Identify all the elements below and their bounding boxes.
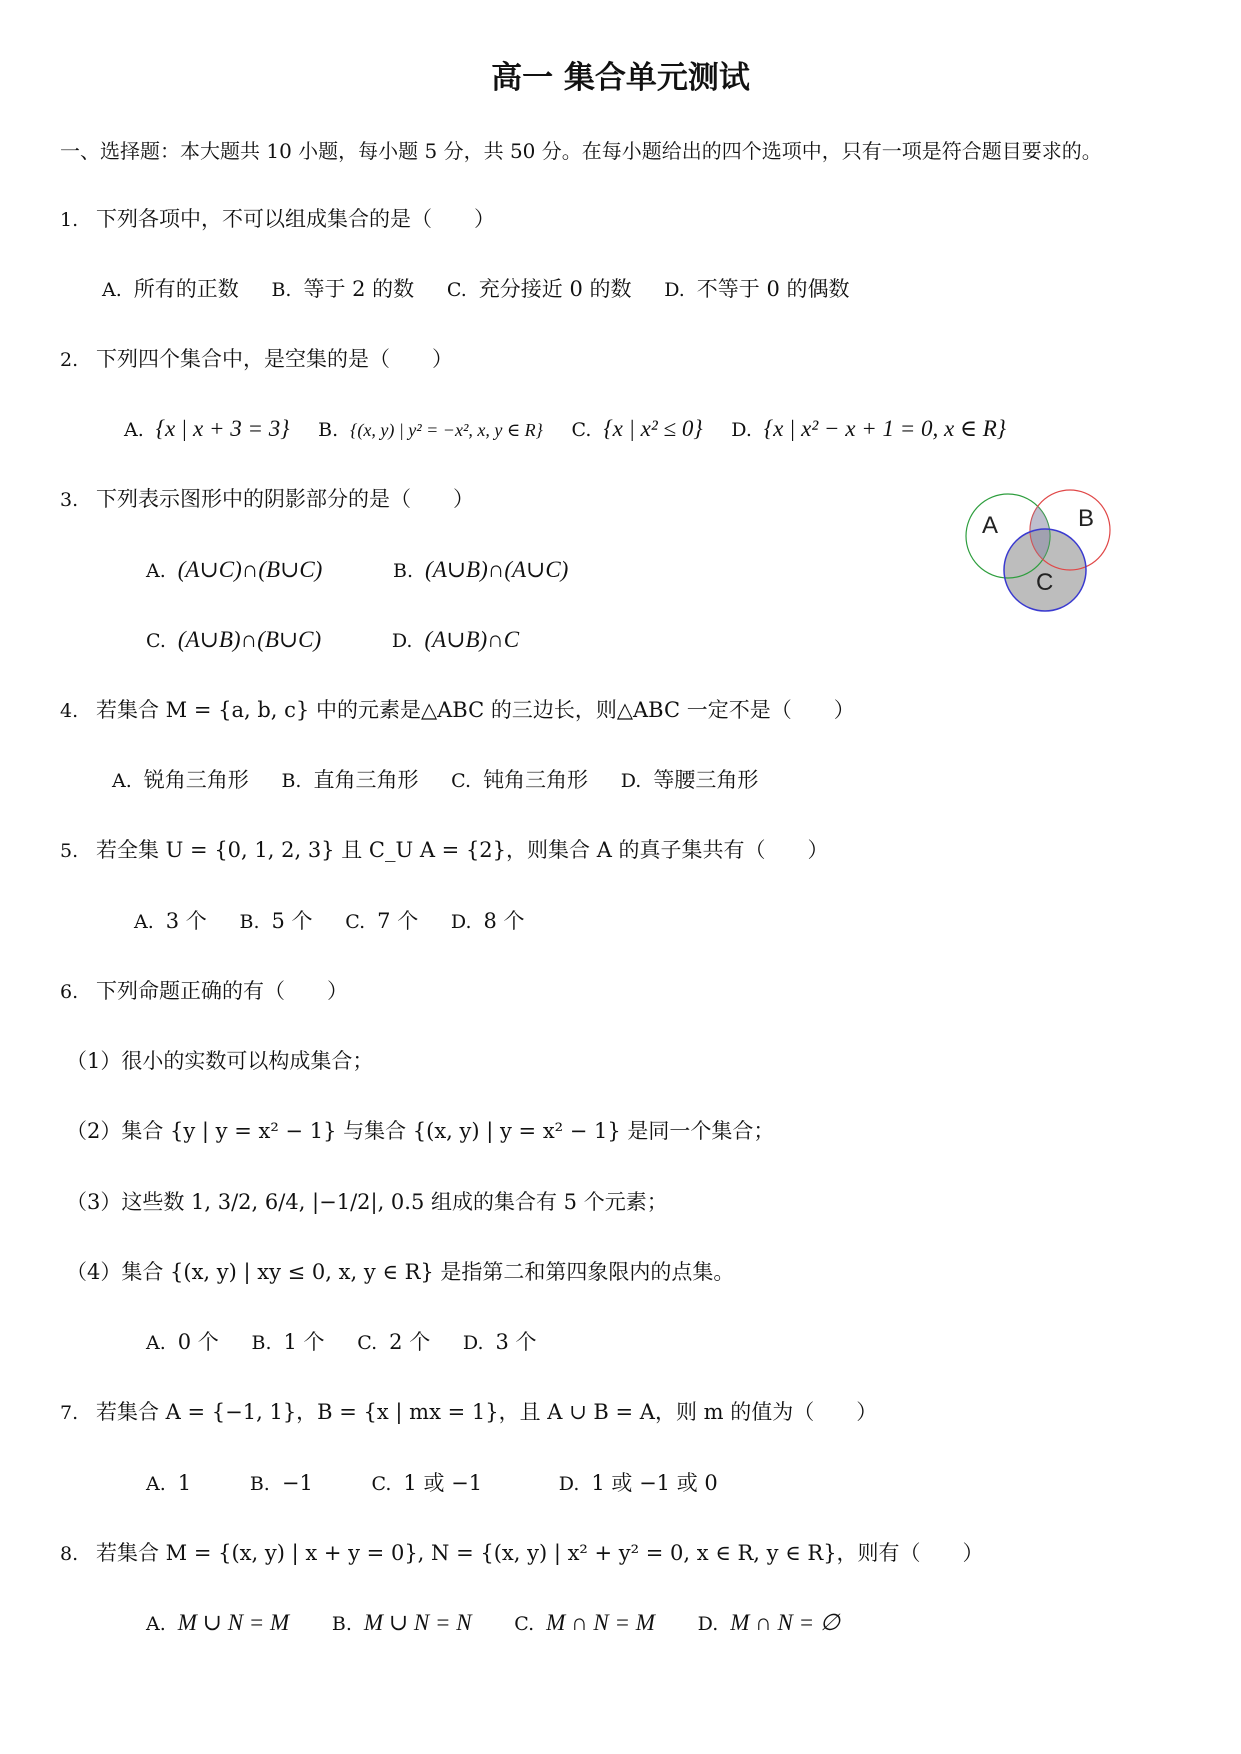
option-c: C. 充分接近 0 的数: [446, 277, 632, 301]
question-number: 8.: [60, 1543, 79, 1565]
option-c: C. {x | x² ≤ 0}: [571, 416, 703, 441]
question-4-options: [112, 765, 784, 796]
question-3-options-row-2: [146, 625, 545, 656]
option-d: D. {x | x² − x + 1 = 0, x ∈ R}: [731, 416, 1006, 441]
question-5-stem: [60, 835, 829, 866]
question-number: 3.: [60, 489, 79, 511]
question-text: 若集合 M = {a, b, c} 中的元素是△ABC 的三边长，则△ABC 一定不是（ ）: [96, 698, 855, 722]
question-1-options: [102, 274, 876, 305]
proposition-3: （3）这些数 1, 3/2, 6/4, |−1/2|, 0.5 组成的集合有 5 个元素；: [66, 1190, 668, 1214]
option-c: C. 2 个: [357, 1330, 431, 1354]
question-5-options: [134, 906, 551, 937]
option-a: A. 1: [146, 1471, 192, 1495]
option-b: B. (A∪B)∩(A∪C): [393, 557, 569, 582]
question-6-stem: [60, 976, 348, 1007]
question-text: 若集合 M = {(x, y) | x + y = 0}, N = {(x, y) | x² + y² = 0, x ∈ R, y ∈ R}，则有（ ）: [96, 1541, 984, 1565]
question-1-stem: [60, 204, 495, 235]
option-a: A. 0 个: [146, 1330, 219, 1354]
question-8-options: [146, 1608, 866, 1639]
option-c: C. 钝角三角形: [451, 768, 589, 792]
question-text: 若集合 A = {−1, 1}，B = {x | mx = 1}，且 A ∪ B = A，则 m 的值为（ ）: [96, 1400, 878, 1424]
option-d: D. 不等于 0 的偶数: [664, 277, 850, 301]
question-text: 下列命题正确的有（ ）: [96, 979, 348, 1003]
label-a: A: [982, 512, 999, 539]
question-6-options: [146, 1327, 563, 1358]
option-c: C. M ∩ N = M: [514, 1610, 655, 1635]
option-c: C. 7 个: [345, 909, 419, 933]
question-text: 下列四个集合中，是空集的是（ ）: [96, 347, 453, 371]
option-b: B. −1: [249, 1471, 313, 1495]
option-a: A. 3 个: [134, 909, 207, 933]
question-number: 4.: [60, 700, 79, 722]
question-2-stem: [60, 344, 453, 375]
option-a: A. M ∪ N = M: [146, 1610, 290, 1635]
option-b: B. 直角三角形: [281, 768, 419, 792]
option-b: B. 5 个: [239, 909, 313, 933]
question-number: 5.: [60, 840, 79, 862]
question-number: 1.: [60, 209, 79, 231]
option-b: B. 等于 2 的数: [271, 277, 415, 301]
question-text: 下列各项中，不可以组成集合的是（ ）: [96, 207, 495, 231]
option-d: D. M ∩ N = ∅: [697, 1610, 840, 1635]
question-3-options-row-1: [146, 555, 594, 586]
option-a: A. 所有的正数: [102, 277, 239, 301]
question-text: 若全集 U = {0, 1, 2, 3} 且 C_U A = {2}，则集合 A 的真子集共有（ ）: [96, 838, 829, 862]
proposition-1: （1）很小的实数可以构成集合；: [66, 1049, 374, 1073]
option-c: C. 1 或 −1: [371, 1471, 483, 1495]
section-instructions: 一、选择题：本大题共 10 小题，每小题 5 分，共 50 分。在每小题给出的四个选项中，只有一项是符合题目要求的。: [60, 139, 1102, 163]
label-b: B: [1078, 505, 1095, 532]
question-7-stem: [60, 1397, 877, 1428]
option-d: D. 3 个: [462, 1330, 537, 1354]
option-b: B. {(x, y) | y² = −x², x, y ∈ R}: [318, 419, 543, 441]
option-a: A. {x | x + 3 = 3}: [124, 416, 290, 441]
question-number: 6.: [60, 981, 79, 1003]
proposition-2: （2）集合 {y | y = x² − 1} 与集合 {(x, y) | y = x² − 1} 是同一个集合；: [66, 1119, 775, 1143]
option-a: A. (A∪C)∩(B∪C): [146, 557, 323, 582]
question-number: 2.: [60, 349, 79, 371]
label-c: C: [1036, 569, 1054, 596]
question-2-options: [124, 414, 1032, 445]
question-3-stem: [60, 484, 474, 515]
option-d: D. 等腰三角形: [620, 768, 759, 792]
question-7-options: [146, 1468, 744, 1499]
option-b: B. 1 个: [251, 1330, 325, 1354]
option-b: B. M ∪ N = N: [331, 1610, 472, 1635]
proposition-4: （4）集合 {(x, y) | xy ≤ 0, x, y ∈ R} 是指第二和第四象限内的点集。: [66, 1260, 735, 1284]
question-number: 7.: [60, 1402, 79, 1424]
option-a: A. 锐角三角形: [112, 768, 249, 792]
option-d: D. (A∪B)∩C: [391, 627, 520, 652]
question-8-stem: [60, 1538, 984, 1569]
option-d: D. 1 或 −1 或 0: [558, 1471, 718, 1495]
option-c: C. (A∪B)∩(B∪C): [146, 627, 322, 652]
page-title: 高一 集合单元测试: [491, 60, 750, 96]
question-4-stem: [60, 695, 855, 726]
question-text: 下列表示图形中的阴影部分的是（ ）: [96, 487, 474, 511]
option-d: D. 8 个: [450, 909, 525, 933]
venn-diagram: [960, 488, 1120, 628]
